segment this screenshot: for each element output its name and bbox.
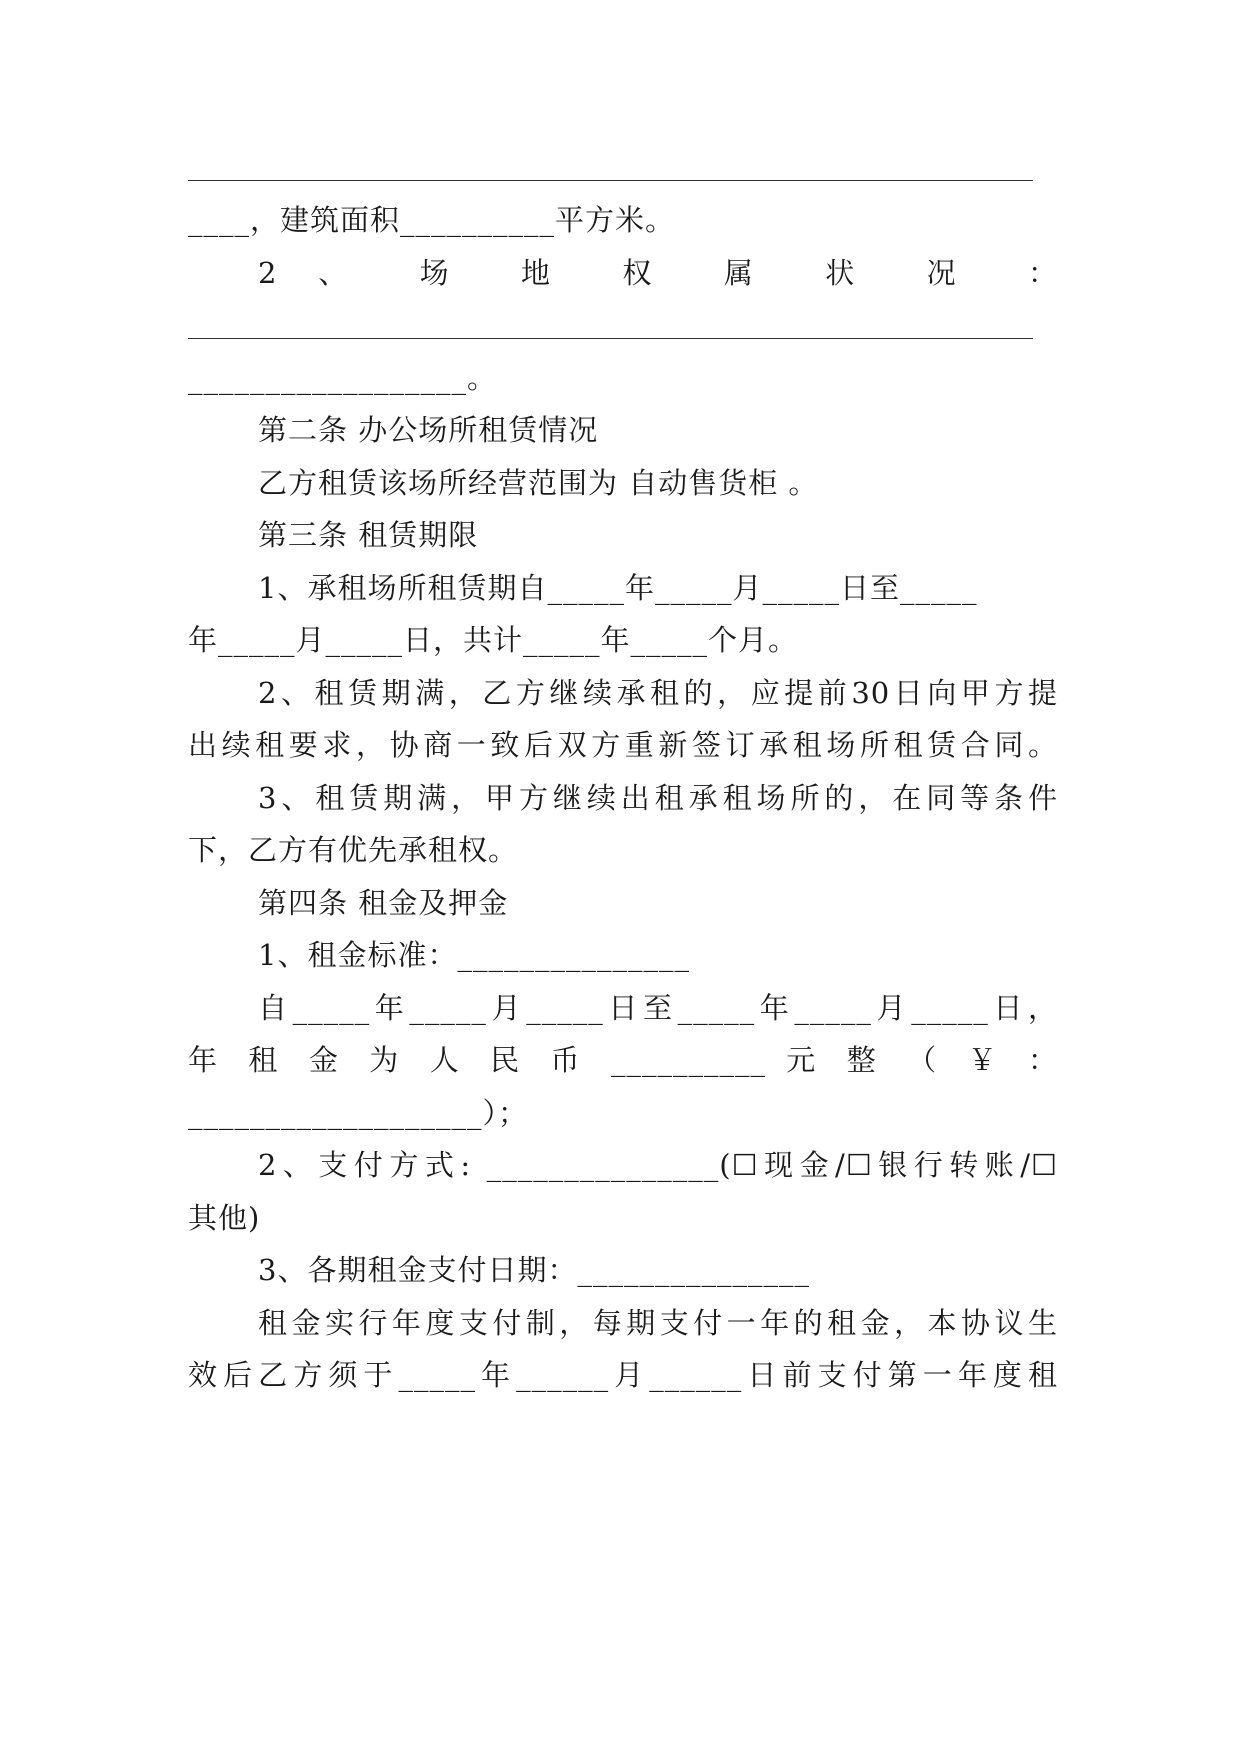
article-3-heading: 第三条 租赁期限 (258, 518, 479, 552)
annual-payment-line-2: 效后乙方须于_____年______月______日前支付第一年度租 (188, 1358, 1058, 1392)
rent-amount-blank-line: ___________________）； (188, 1096, 529, 1130)
payment-method-line: 2、支付方式: _______________(☐现金/☐银行转账/☐ (258, 1148, 1058, 1182)
business-scope-line: 乙方租赁该场所经营范围为 自动售货柜 。 (258, 466, 819, 500)
renewal-line-1: 2、租赁期满，乙方继续承租的，应提前30日向甲方提 (258, 676, 1058, 710)
payment-date-line: 3、各期租金支付日期：_______________ (258, 1253, 810, 1287)
site-ownership-heading: 2 、 场 地 权 属 状 况 ： (258, 256, 1058, 290)
priority-line-1: 3、租赁期满，甲方继续出租承租场所的，在同等条件 (258, 781, 1058, 815)
blank-line (188, 338, 1033, 339)
lease-period-line-1: 1、承租场所租赁期自_____年_____月_____日至_____ (258, 571, 978, 605)
rent-period-line: 自_____年_____月_____日至_____年_____月_____日， (258, 991, 1058, 1025)
rent-standard-line: 1、租金标准：_______________ (258, 938, 690, 972)
blank-line (188, 180, 1033, 181)
renewal-line-2: 出续租要求，协商一致后双方重新签订承租场所租赁合同。 (188, 728, 1058, 762)
priority-line-2: 下，乙方有优先承租权。 (188, 833, 519, 867)
lease-period-line-2: 年_____月_____日，共计_____年_____个月。 (188, 623, 799, 657)
building-area-line: ____，建筑面积__________平方米。 (188, 203, 676, 237)
payment-method-other-line: 其他) (188, 1201, 261, 1235)
annual-rent-line: 年 租 金 为 人 民 币 __________ 元 整 （ ￥ ： (188, 1043, 1058, 1077)
article-4-heading: 第四条 租金及押金 (258, 886, 509, 920)
annual-payment-line-1: 租金实行年度支付制，每期支付一年的租金，本协议生 (258, 1306, 1058, 1340)
ownership-blank-line: __________________。 (188, 361, 498, 395)
article-2-heading: 第二条 办公场所租赁情况 (258, 413, 599, 447)
